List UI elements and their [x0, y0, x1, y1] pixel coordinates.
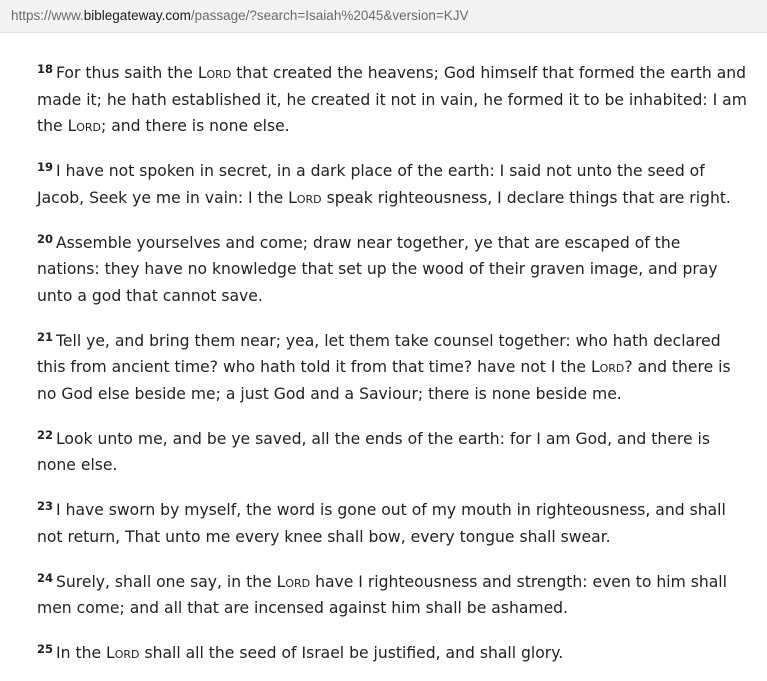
- verse-text: have I righteousness and strength: even to him shall men come; and all that are incensed against him shall be ashamed.: [37, 572, 727, 617]
- verse-number: 25: [37, 642, 54, 656]
- url-path: /passage/?search=Isaiah%2045&version=KJV: [190, 8, 469, 23]
- url-domain: biblegateway.com: [83, 8, 191, 23]
- verse-23: [37, 493, 747, 550]
- url-text[interactable]: [11, 8, 469, 23]
- verse-24: [37, 565, 747, 622]
- verse-number: 22: [37, 427, 54, 442]
- verse-text: Assemble yourselves and come; draw near together, ye that are escaped of the nations: they have no knowledge that set up the wood of their graven image, and pray unto a god that cannot save.: [37, 233, 718, 305]
- verse-20: [37, 226, 747, 310]
- verse-25: [37, 636, 747, 667]
- verse-number: 23: [37, 499, 54, 513]
- verse-text: In the: [56, 644, 107, 662]
- verse-number: 19: [37, 160, 54, 174]
- lord-small-caps: Lord: [67, 117, 102, 135]
- verse-text: For thus saith the: [56, 64, 198, 82]
- verse-text: ? and there is no God else beside me; a just God and a Saviour; there is none beside me.: [37, 358, 731, 403]
- verse-number: 24: [37, 570, 54, 585]
- verse-text: I have not spoken in secret, in a dark place of the earth: I said not unto the seed of Jacob, Seek ye me in vain: I the: [37, 162, 705, 207]
- verse-18: [37, 56, 747, 140]
- verse-text: speak righteousness, I declare things that are right.: [321, 188, 731, 207]
- verse-number: 21: [37, 329, 54, 344]
- lord-small-caps: Lord: [106, 644, 140, 662]
- address-bar[interactable]: [0, 0, 767, 33]
- verse-text: I have sworn by myself, the word is gone out of my mouth in righteousness, and shall not return, That unto me every knee shall bow, every tongue shall swear.: [37, 501, 726, 546]
- verse-text: that created the heavens; God himself that formed the earth and made it; he hath established it, he created it not in vain, he formed it to be inhabited: I am the: [37, 64, 747, 135]
- verse-text: Look unto me, and be ye saved, all the ends of the earth: for I am God, and there is none else.: [37, 429, 710, 474]
- verse-21: [37, 324, 747, 408]
- verse-text: shall all the seed of Israel be justified, and shall glory.: [139, 644, 564, 662]
- url-prefix: https://www.: [11, 8, 84, 23]
- lord-small-caps: Lord: [197, 64, 232, 82]
- lord-small-caps: Lord: [288, 188, 322, 207]
- verse-text: Surely, shall one say, in the: [56, 572, 277, 591]
- verse-text: ; and there is none else.: [101, 117, 290, 135]
- verse-19: [37, 154, 747, 211]
- passage-text: [37, 56, 747, 681]
- verse-22: [37, 422, 747, 479]
- verse-text: Tell ye, and bring them near; yea, let them take counsel together: who hath declared this from ancient time? who hath told it from that time? have not I the: [37, 331, 721, 376]
- lord-small-caps: Lord: [276, 572, 311, 591]
- lord-small-caps: Lord: [590, 358, 625, 376]
- verse-number: 20: [37, 231, 54, 246]
- verse-number: 18: [37, 62, 54, 76]
